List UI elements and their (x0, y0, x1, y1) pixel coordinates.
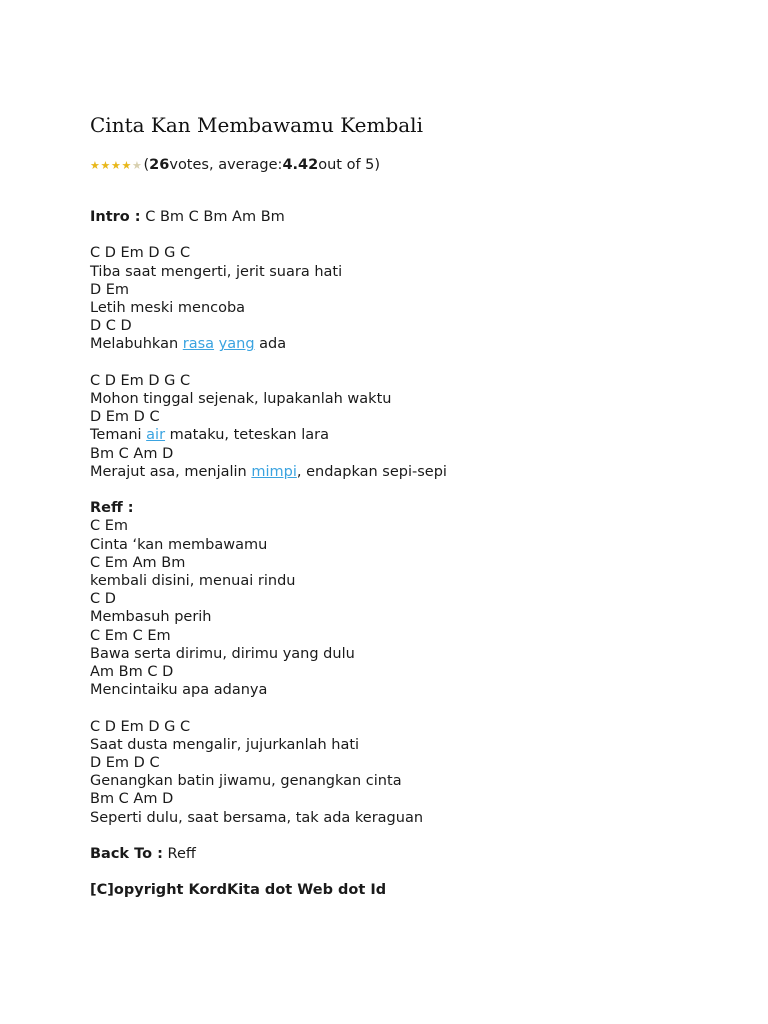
lyric-line: Mohon tinggal sejenak, lupakanlah waktu (90, 391, 392, 407)
lyric-text: Temani (90, 427, 147, 444)
rating-votes: 26 (149, 157, 170, 173)
lyric-text: mataku, teteskan lara (165, 427, 329, 444)
rating-votes-text: votes, average: (169, 157, 283, 173)
link-yang[interactable]: yang (218, 336, 255, 353)
lyric-line (90, 463, 730, 481)
chord-line: Bm C Am D (90, 445, 174, 462)
back-to-line (90, 845, 730, 863)
song-title: Cinta Kan Membawamu Kembali (90, 113, 423, 137)
lyric-line: Genangkan batin jiwamu, genangkan cinta (90, 773, 402, 790)
lyric-line (90, 426, 730, 444)
rating-average: 4.42 (282, 157, 319, 173)
reff-label: Reff : (90, 500, 134, 517)
back-to-value: Reff (162, 846, 196, 863)
star-icon[interactable]: ★ (90, 158, 100, 172)
rating-stars[interactable] (90, 160, 143, 171)
lyric-line: Bawa serta dirimu, dirimu yang dulu (90, 645, 355, 662)
lyric-line: Tiba saat mengerti, jerit suara hati (90, 263, 343, 280)
lyric-text: Melabuhkan (90, 336, 183, 353)
chord-line: Bm C Am D (90, 791, 174, 808)
link-mimpi[interactable]: mimpi (251, 463, 297, 480)
chord-line: D Em D C (90, 409, 160, 426)
intro-chords: C Bm C Bm Am Bm (140, 209, 285, 225)
chord-line: C Em C Em (90, 627, 171, 644)
lyric-text: , endapkan sepi-sepi (296, 463, 447, 480)
link-rasa[interactable]: rasa (182, 336, 215, 353)
chord-line: C Em (90, 518, 129, 535)
star-icon[interactable]: ★ (132, 158, 142, 172)
chord-line: D C D (90, 318, 132, 335)
rating-out-of: out of 5) (318, 157, 381, 173)
song-page (90, 112, 730, 900)
star-icon[interactable]: ★ (111, 158, 121, 172)
chord-line: C D Em D G C (90, 372, 191, 389)
lyric-line: Saat dusta mengalir, jujurkanlah hati (90, 736, 360, 753)
chord-line: D Em (90, 281, 130, 298)
intro-label: Intro : (90, 209, 141, 225)
lyric-line: Cinta ‘kan membawamu (90, 536, 268, 553)
lyric-text: ada (254, 336, 287, 353)
chord-line: C Em Am Bm (90, 554, 186, 571)
lyric-line: Seperti dulu, saat bersama, tak ada keraguan (90, 809, 424, 826)
star-icon[interactable]: ★ (121, 158, 132, 172)
lyric-line: kembali disini, menuai rindu (90, 573, 296, 590)
link-air[interactable]: air (146, 427, 166, 444)
chord-line: C D Em D G C (90, 718, 191, 735)
intro-line (90, 208, 730, 226)
chord-line: C D Em D G C (90, 245, 191, 262)
chord-line: Am Bm C D (90, 664, 174, 681)
lyric-line: Letih meski mencoba (90, 300, 246, 316)
chord-line: C D (90, 591, 116, 608)
copyright-text: [C]opyright KordKita dot Web dot Id (90, 882, 387, 899)
chord-line: D Em D C (90, 755, 160, 772)
back-to-label: Back To : (90, 846, 163, 863)
lyric-line (90, 335, 730, 353)
rating-open-paren: ( (143, 157, 150, 173)
lyric-line: Mencintaiku apa adanya (90, 682, 268, 699)
lyric-text: Merajut asa, menjalin (90, 463, 252, 480)
lyric-line: Membasuh perih (90, 609, 212, 626)
star-icon[interactable]: ★ (100, 158, 111, 172)
rating-row (90, 156, 730, 174)
